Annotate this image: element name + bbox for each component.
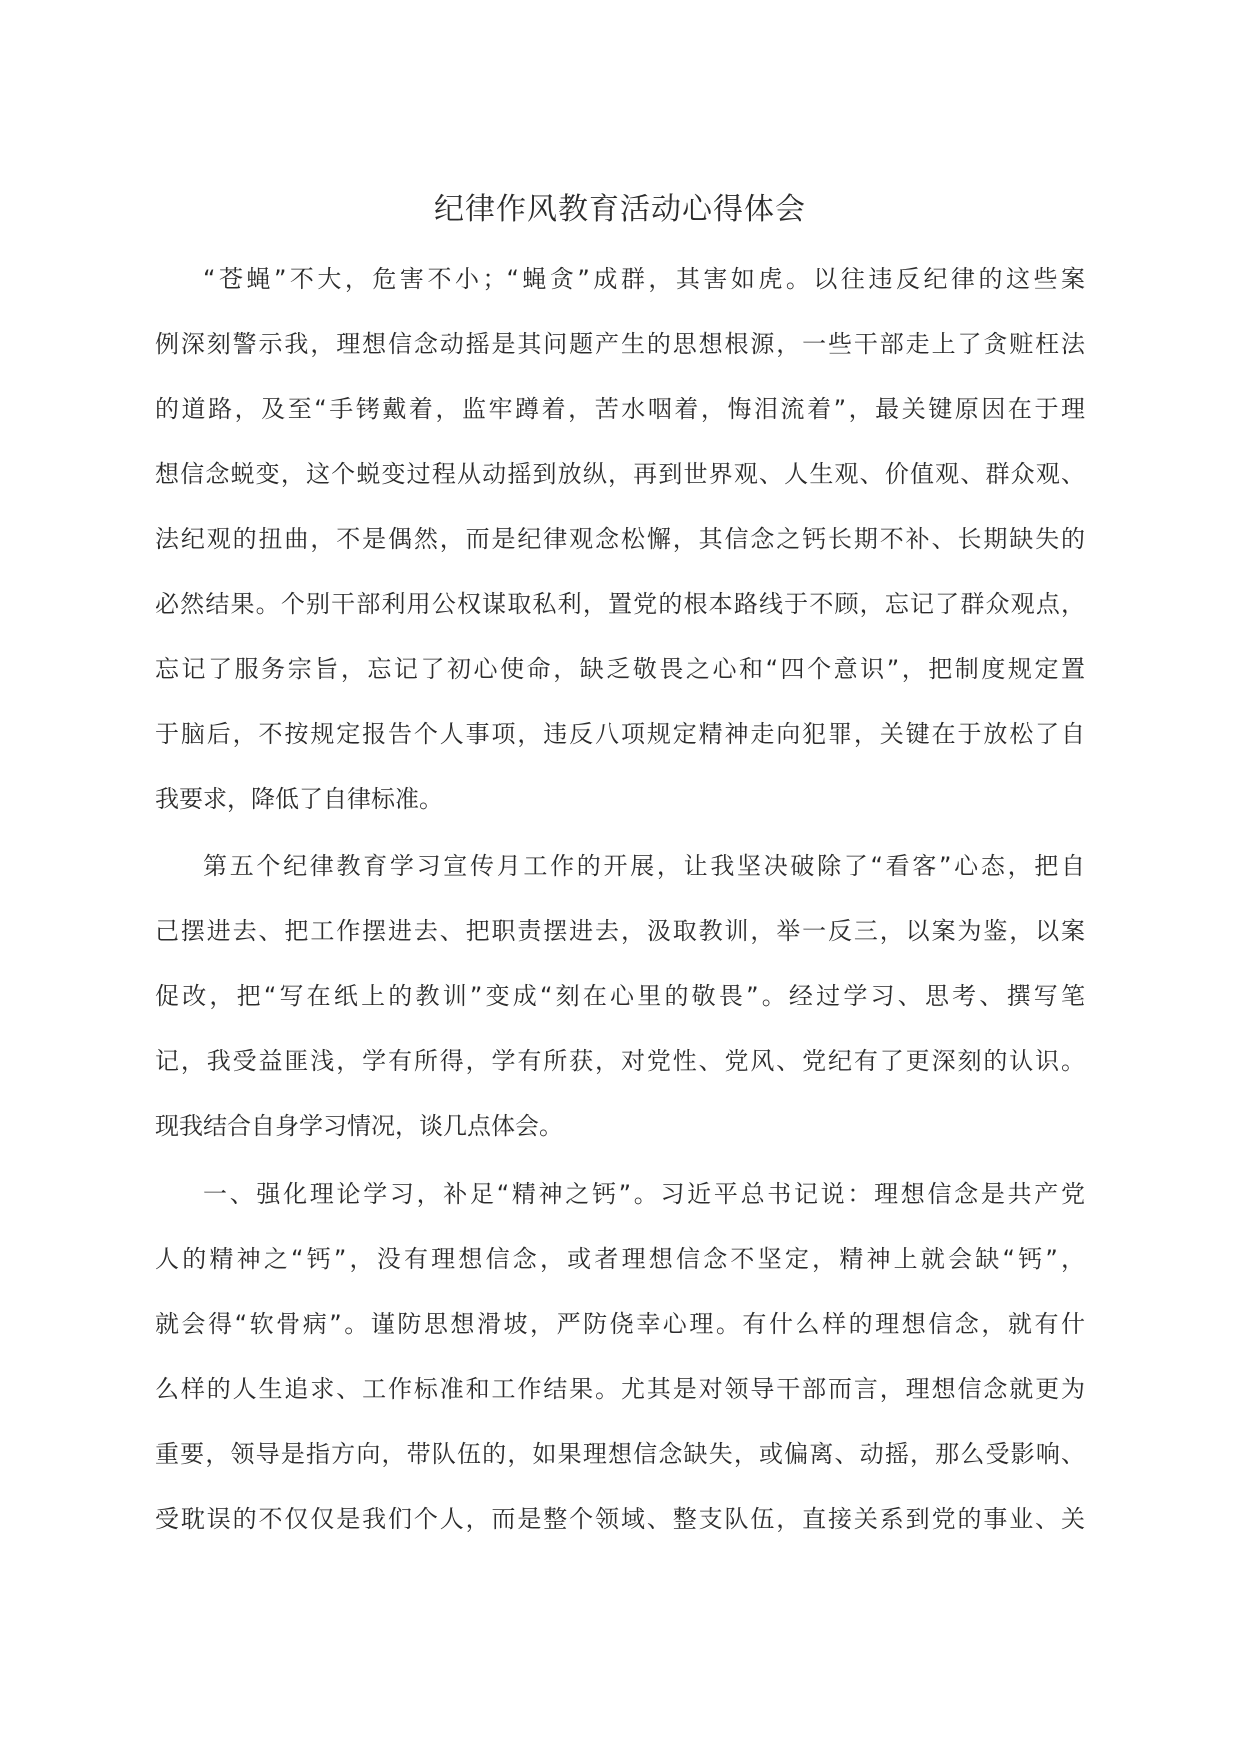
text-line: 我要求，降低了自律标准。: [155, 785, 443, 813]
text-line: 例深刻警示我，理想信念动摇是其问题产生的思想根源，一些干部走上了贪赃枉法: [155, 330, 1085, 358]
text-line: 就会得“软骨病”。谨防思想滑坡，严防侥幸心理。有什么样的理想信念，就有什: [155, 1310, 1085, 1338]
text-line: 重要，领导是指方向，带队伍的，如果理想信念缺失，或偏离、动摇，那么受影响、: [155, 1440, 1085, 1468]
text-line: 受耽误的不仅仅是我们个人，而是整个领域、整支队伍，直接关系到党的事业、关: [155, 1505, 1085, 1533]
text-line: 于脑后，不按规定报告个人事项，违反八项规定精神走向犯罪，关键在于放松了自: [155, 720, 1085, 748]
text-line: 一、强化理论学习，补足“精神之钙”。习近平总书记说：理想信念是共产党: [203, 1180, 1085, 1208]
text-line: 促改，把“写在纸上的教训”变成“刻在心里的敬畏”。经过学习、思考、撰写笔: [155, 982, 1085, 1010]
text-line: 法纪观的扭曲，不是偶然，而是纪律观念松懈，其信念之钙长期不补、长期缺失的: [155, 525, 1085, 553]
text-line: “苍蝇”不大，危害不小；“蝇贪”成群，其害如虎。以往违反纪律的这些案: [203, 265, 1085, 293]
document-title: 纪律作风教育活动心得体会: [434, 192, 806, 227]
text-line: 记，我受益匪浅，学有所得，学有所获，对党性、党风、党纪有了更深刻的认识。: [155, 1047, 1085, 1075]
text-line: 想信念蜕变，这个蜕变过程从动摇到放纵，再到世界观、人生观、价值观、群众观、: [155, 460, 1085, 488]
text-line: 么样的人生追求、工作标准和工作结果。尤其是对领导干部而言，理想信念就更为: [155, 1375, 1085, 1403]
text-line: 的道路，及至“手铐戴着，监牢蹲着，苦水咽着，悔泪流着”，最关键原因在于理: [155, 395, 1085, 423]
text-line: 己摆进去、把工作摆进去、把职责摆进去，汲取教训，举一反三，以案为鉴，以案: [155, 917, 1085, 945]
text-line: 第五个纪律教育学习宣传月工作的开展，让我坚决破除了“看客”心态，把自: [203, 852, 1085, 880]
text-line: 忘记了服务宗旨，忘记了初心使命，缺乏敬畏之心和“四个意识”，把制度规定置: [155, 655, 1085, 683]
text-line: 必然结果。个别干部利用公权谋取私利，置党的根本路线于不顾，忘记了群众观点，: [155, 590, 1085, 618]
text-line: 现我结合自身学习情况，谈几点体会。: [155, 1112, 563, 1140]
text-line: 人的精神之“钙”，没有理想信念，或者理想信念不坚定，精神上就会缺“钙”，: [155, 1245, 1085, 1273]
